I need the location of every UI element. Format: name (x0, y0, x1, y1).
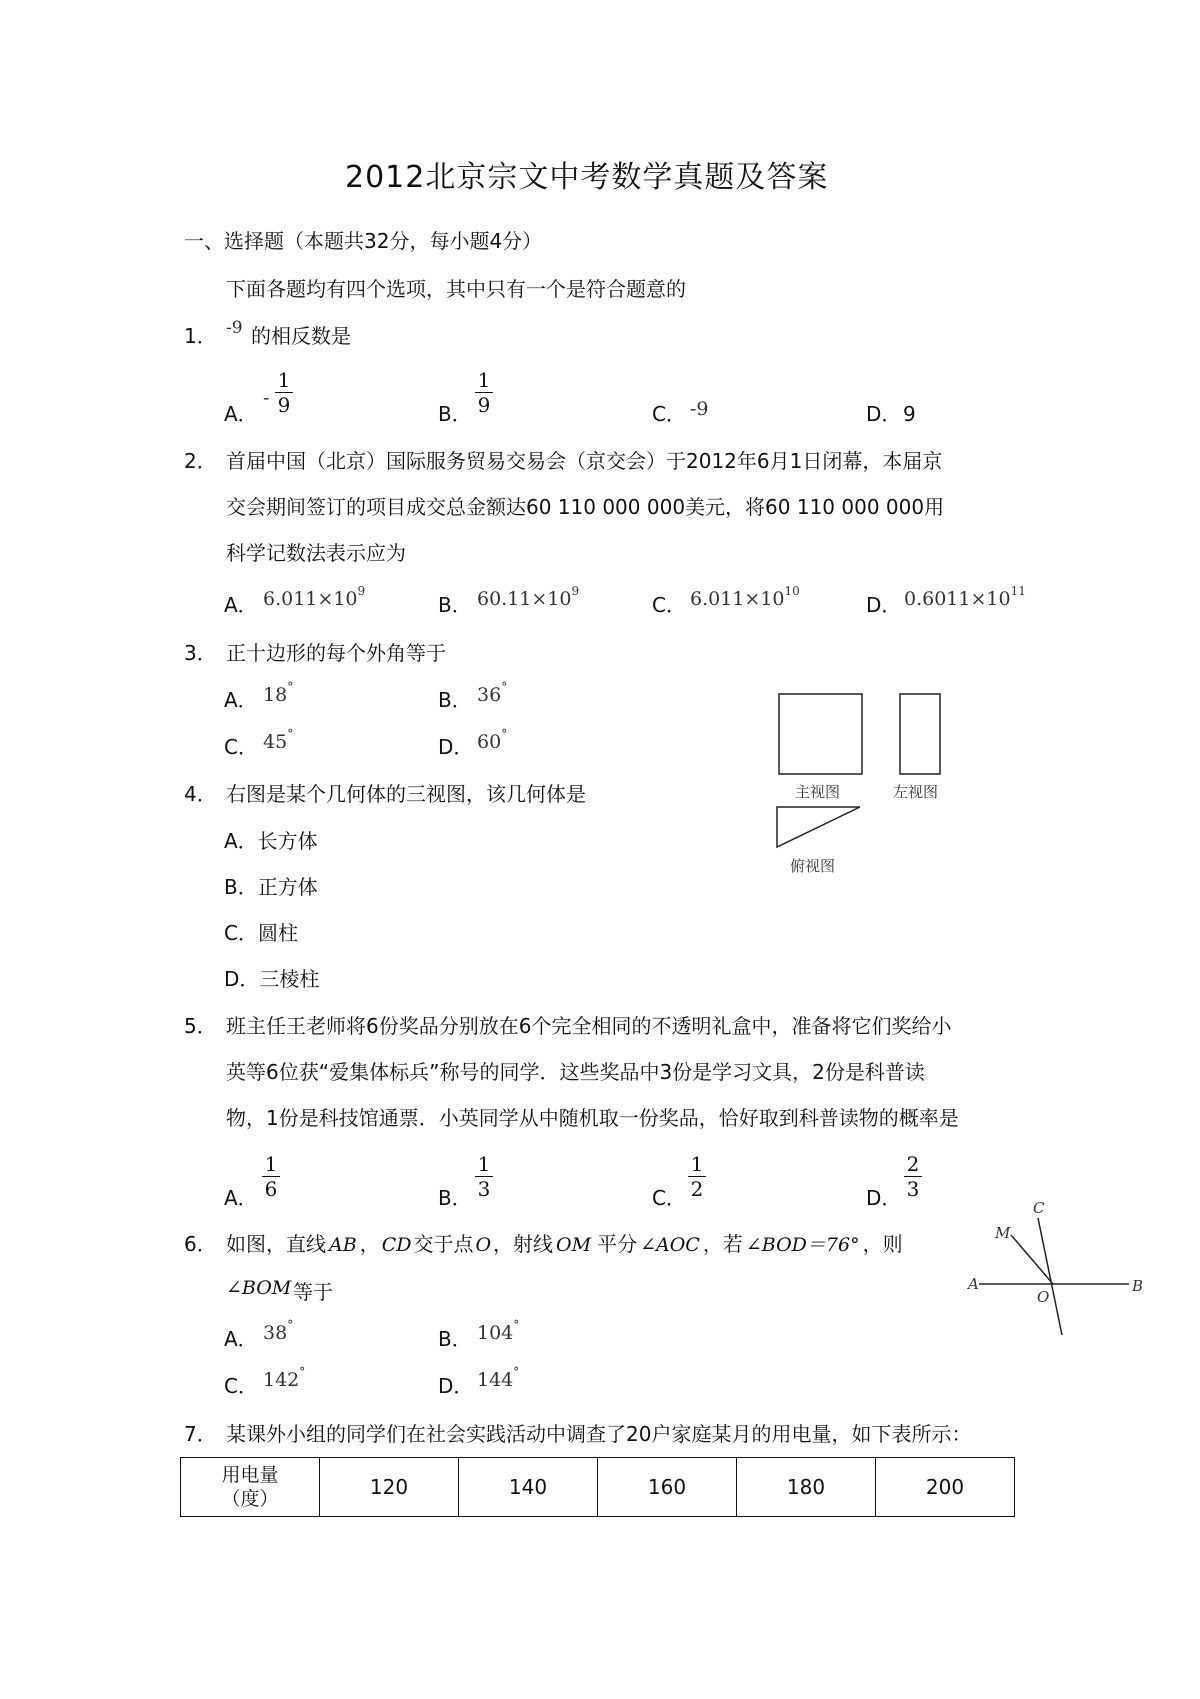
degree-symbol: ° (299, 1365, 306, 1379)
fraction-numerator: 1 (690, 1152, 704, 1176)
q3-option-b-value (477, 680, 508, 706)
q6-option-d-label: D． (438, 1374, 474, 1398)
value-base: 6.011×10 (690, 588, 785, 610)
q3-text: 正十边形的每个外角等于 (226, 641, 446, 665)
q2-option-b-value (477, 584, 580, 610)
q6-line-ab: AB (329, 1234, 357, 1256)
table-cell: 160 (598, 1458, 737, 1517)
q6-option-a-value (263, 1318, 294, 1344)
table-header-cell (181, 1458, 320, 1517)
q5-line-3: 物，1份是科技馆通票．小英同学从中随机取一份奖品，恰好取到科普读物的概率是 (226, 1106, 959, 1130)
q6-angle-bom: ∠BOM (226, 1277, 292, 1299)
top-view-label: 俯视图 (790, 857, 836, 875)
q6-text-part: ，若 (702, 1232, 743, 1256)
q6-angle-bod: ∠BOD＝76° (745, 1234, 860, 1256)
table-cell: 200 (876, 1458, 1015, 1517)
q6-line-cd: CD (381, 1234, 412, 1256)
front-view-label: 主视图 (795, 783, 841, 801)
fraction-denominator: 2 (690, 1177, 704, 1201)
q4-number: 4． (184, 782, 217, 806)
q5-line-2: 英等6位获“爱集体标兵”称号的同学．这些奖品中3份是学习文具，2份是科普读 (226, 1060, 925, 1084)
q6-option-d-value (477, 1365, 520, 1391)
q1-option-d-value: 9 (903, 402, 916, 426)
value-exponent: 10 (784, 584, 800, 598)
q1-option-a-label: A． (224, 402, 258, 426)
q2-option-d-value (904, 584, 1026, 610)
point-a-label: A (968, 1275, 979, 1293)
point-c-label: C (1033, 1199, 1045, 1217)
degree-symbol: ° (287, 1318, 294, 1332)
q3-number: 3． (184, 641, 217, 665)
value-exponent: 9 (357, 584, 366, 598)
value-number: 142 (263, 1369, 300, 1391)
q3-option-a-label: A． (224, 688, 258, 712)
value-number: 104 (477, 1322, 514, 1344)
top-view-triangle (777, 807, 860, 847)
value-number: 36 (477, 684, 502, 706)
fraction-numerator: 1 (477, 368, 491, 392)
fraction-denominator: 9 (477, 393, 491, 417)
q6-text (226, 1231, 903, 1258)
q6-option-b-value (477, 1318, 520, 1344)
fraction-numerator: 1 (277, 368, 291, 392)
q6-ray-om: OM (556, 1234, 592, 1256)
q4-text: 右图是某个几何体的三视图，该几何体是 (226, 782, 586, 806)
value-exponent: 11 (1010, 584, 1026, 598)
line-cd (1038, 1218, 1062, 1335)
value-base: 6.011×10 (263, 588, 358, 610)
value-number: 45 (263, 731, 288, 753)
q2-number: 2． (184, 449, 217, 473)
q4-option-c: C．圆柱 (224, 921, 298, 945)
q3-option-d-label: D． (438, 735, 474, 759)
q2-line-3: 科学记数法表示应为 (226, 541, 406, 565)
q5-option-b-label: B． (438, 1186, 472, 1210)
q5-option-c-label: C． (652, 1186, 686, 1210)
header-line: 用电量 (221, 1464, 279, 1486)
page-title: 2012北京宗文中考数学真题及答案 (345, 160, 829, 195)
q1-option-a-fraction (275, 369, 293, 416)
fraction-numerator: 2 (906, 1152, 920, 1176)
degree-symbol: ° (501, 680, 508, 694)
q1-option-b-fraction (475, 369, 493, 416)
section-heading: 一、选择题（本题共32分，每小题4分） (184, 229, 543, 253)
section-instruction: 下面各题均有四个选项，其中只有一个是符合题意的 (226, 277, 686, 301)
q6-text-part: ，射线 (493, 1232, 554, 1256)
q2-line-1: 首届中国（北京）国际服务贸易交易会（京交会）于2012年6月1日闭幕，本届京 (226, 449, 943, 473)
value-number: 18 (263, 684, 288, 706)
q6-text-part: ，则 (862, 1232, 903, 1256)
q6-option-a-label: A． (224, 1327, 258, 1351)
q4-option-d: D．三棱柱 (224, 967, 320, 991)
q6-text-part: 交于点 (413, 1232, 474, 1256)
q6-text-part: 如图，直线 (226, 1232, 326, 1256)
q2-option-b-label: B． (438, 593, 472, 617)
value-base: 60.11×10 (477, 588, 572, 610)
point-b-label: B (1132, 1277, 1144, 1295)
q5-option-c-fraction (688, 1153, 706, 1200)
q6-text-end: 等于 (293, 1280, 333, 1304)
fraction-numerator: 1 (477, 1152, 491, 1176)
degree-symbol: ° (287, 727, 294, 741)
q1-number: 1． (184, 324, 217, 348)
q6-option-c-label: C． (224, 1374, 258, 1398)
q6-comma: ， (359, 1232, 380, 1256)
degree-symbol: ° (501, 727, 508, 741)
value-number: 144 (477, 1369, 514, 1391)
q1-math: -9 (226, 318, 243, 338)
q1-option-d-label: D． (866, 402, 902, 426)
value-exponent: 9 (571, 584, 580, 598)
header-line: （度） (221, 1488, 279, 1510)
q1-text: 的相反数是 (251, 324, 351, 348)
q2-option-c-label: C． (652, 593, 686, 617)
table-cell: 120 (320, 1458, 459, 1517)
q5-line-1: 班主任王老师将6份奖品分别放在6个完全相同的不透明礼盒中，准备将它们奖给小 (226, 1014, 952, 1038)
q2-option-d-label: D． (866, 593, 902, 617)
fraction-denominator: 6 (264, 1177, 278, 1201)
q2-option-a-label: A． (224, 593, 258, 617)
q5-option-a-label: A． (224, 1186, 258, 1210)
q5-option-d-label: D． (866, 1186, 902, 1210)
q1-option-a-sign: - (263, 387, 270, 409)
q3-option-d-value (477, 727, 508, 753)
fraction-denominator: 3 (906, 1177, 920, 1201)
q3-option-b-label: B． (438, 688, 472, 712)
q3-option-c-label: C． (224, 735, 258, 759)
q2-option-a-value (263, 584, 366, 610)
table-cell: 140 (459, 1458, 598, 1517)
q4-option-b: B．正方体 (224, 875, 318, 899)
degree-symbol: ° (513, 1365, 520, 1379)
q5-option-d-fraction (904, 1153, 922, 1200)
q4-option-a: A．长方体 (224, 829, 318, 853)
degree-symbol: ° (513, 1318, 520, 1332)
electricity-usage-table (180, 1457, 1015, 1517)
fraction-numerator: 1 (264, 1152, 278, 1176)
front-view-square (779, 694, 862, 774)
fraction-denominator: 3 (477, 1177, 491, 1201)
value-number: 38 (263, 1322, 288, 1344)
intersecting-lines-figure (965, 1195, 1145, 1345)
q1-option-c-value: -9 (690, 398, 709, 420)
q1-option-c-label: C． (652, 402, 686, 426)
left-view-rectangle (900, 694, 940, 774)
point-o-label: O (1037, 1288, 1050, 1306)
table-row (181, 1458, 1015, 1517)
q5-option-a-fraction (262, 1153, 280, 1200)
q3-option-a-value (263, 680, 294, 706)
fraction-denominator: 9 (277, 393, 291, 417)
q6-option-b-label: B． (438, 1327, 472, 1351)
q3-option-c-value (263, 727, 294, 753)
q2-line-2: 交会期间签订的项目成交总金额达60 110 000 000美元，将60 110 000 000用 (226, 495, 945, 519)
q6-text-part: 平分 (597, 1232, 638, 1256)
degree-symbol: ° (287, 680, 294, 694)
q1-option-b-label: B． (438, 402, 472, 426)
q6-angle-aoc: ∠AOC (640, 1234, 700, 1256)
value-base: 0.6011×10 (904, 588, 1011, 610)
q6-point-o: O (475, 1234, 492, 1256)
table-cell: 180 (737, 1458, 876, 1517)
value-number: 60 (477, 731, 502, 753)
left-view-label: 左视图 (893, 783, 939, 801)
point-m-label: M (995, 1224, 1011, 1242)
three-view-figure (770, 685, 960, 875)
q5-option-b-fraction (475, 1153, 493, 1200)
q2-option-c-value (690, 584, 800, 610)
q7-text: 某课外小组的同学们在社会实践活动中调查了20户家庭某月的用电量，如下表所示： (226, 1422, 972, 1446)
q6-option-c-value (263, 1365, 306, 1391)
q5-number: 5． (184, 1014, 217, 1038)
q6-number: 6． (184, 1232, 217, 1256)
q7-number: 7． (184, 1422, 217, 1446)
